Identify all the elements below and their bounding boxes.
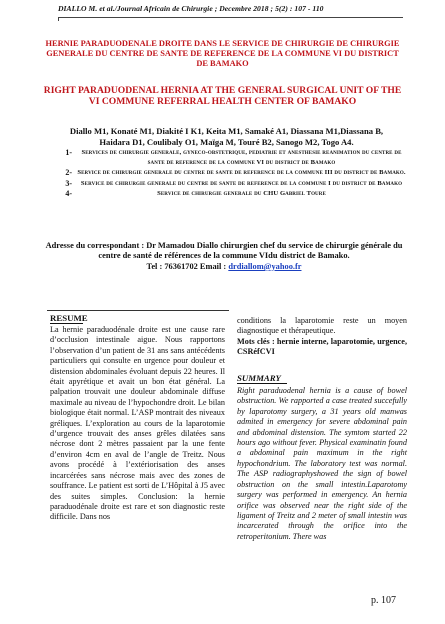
resume-heading-rule [50,323,83,324]
affiliation-list [52,148,407,199]
affiliation-number: 4- [65,188,72,198]
affiliation-text: Service de chirurgie generale du centre de sante de reference de la commune I du district de Bamako [80,179,403,187]
affiliation-text: Service de chirurgie generale du CHU Gabriel Toure [157,189,326,197]
affiliation-number: 1- [65,148,72,157]
summary-heading: SUMMARY [237,372,281,383]
resume-continuation: conditions la laparotomie reste un moyen diagnostique et thérapeutique. [237,316,407,336]
title-english: RIGHT PARADUODENAL HERNIA AT THE GENERAL SURGICAL UNIT OF THE VI COMMUNE REFERRAL HEALTH CENTER OF BAMAKO [43,85,402,107]
affiliation-item [52,179,407,189]
running-head: DIALLO M. et al./Journal Africain de Chirurgie ; Decembre 2018 ; 5(2) : 107 - 110 [58,4,324,13]
header-tab [58,17,108,21]
affiliation-number: 3- [65,178,72,188]
affiliation-item [52,148,407,168]
resume-text: La hernie paraduodénale droite est une cause rare d’occlusion intestinale aigue. Nous rapportons l’observation d’un patient de 31 ans sans antécédents particuliers qui consulte en urgence pour douleur et distension abdominales évoluant depuis 22 heures. Il était apyrétique et avait un bon état général. La palpation trouvait une douleur abdominale diffuse maximale au niveau de l’hypochondre droit. Le bilan biologique était normal. L’ASP montrait des niveaux gréliques. L’exploration au cours de la laparotomie d’urgence trouvait des anses grêles dilatées sans nécrose dont 2 mètres passaient par la une fente d’environ 4cm en aval de l’angle de Treitz. Nous avons procédé à l’extériorisation des anses incarcérées sans nécrose mais avec des zones de souffrance. Le patient est sorti de L’Hôpital à J5 avec des suites simples. Conclusion: la hernie paraduodénale droite est rare et son diagnostic reste difficile. Dans nos [50,325,225,522]
page-number: p. 107 [371,595,396,606]
summary-heading-rule [237,383,287,384]
keywords: Mots clés : hernie interne, laparotomie, urgence, CSRéfCVI [237,336,407,357]
correspondence-address: Adresse du correspondant : Dr Mamadou Diallo chirurgien chef du service de chirurgie générale du centre de santé de références de la commune VIdu district de Bamako. [45,241,403,261]
header-rule [58,17,403,18]
resume-heading: RESUME [50,313,88,323]
summary-text: Right paraduodenal hernia is a cause of bowel obstruction. We rapported a case treated succefully by laparotomy surgery, a 31 years old manwas admited in emergency for severe abdominal pain and abdominal distension. The symtom started 22 hours ago without fever. Physical examinatin found a abdominal pain maximum in the right hypochondrium. The laboratory test was normal. The ASP radiographyshowed the sign of bowel obstruction on the small intestin.Laparotomy surgery was performed in emergency. An hernia orifice was observed near the right side of the ligament of Treitz and 2 meter of small intestin was incarcerated through the orifice into the retroperitonium. There was [237,386,407,541]
affiliation-number: 2- [65,168,72,178]
section-separator [47,310,229,311]
email-link[interactable]: drdiallom@yahoo.fr [228,261,302,271]
tel-label: Tel : 76361702 Email : [146,261,229,271]
affiliation-text: Service de chirurgie generale du centre de sante de reference de la commune III du district de Bamako. [77,169,406,177]
correspondence-block [44,241,404,272]
left-column [50,325,225,523]
author-list: Diallo M1, Konaté M1, Diakité I K1, Keita M1, Samaké A1, Diassana M1,Diassana B, Haidara D1, Coulibaly O1, Maïga M, Touré B2, Sanogo M2, Togo A4. [69,126,384,147]
affiliation-item [52,189,407,199]
correspondence-contact [44,262,404,272]
affiliation-text: Services de chirurgie generale, gyneco-obstetrique, pediatrie et anesthesie reanimation du centre de sante de reference de la commune VI du district de Bamako [81,149,402,167]
right-column [237,316,407,542]
affiliation-item [52,168,407,178]
title-french: HERNIE PARADUODENALE DROITE DANS LE SERVICE DE CHIRURGIE DE CHIRURGIE GENERALE DU CENTRE DE SANTE DE REFERENCE DE LA COMMUNE VI DU DISTRICT DE BAMAKO [45,39,400,68]
